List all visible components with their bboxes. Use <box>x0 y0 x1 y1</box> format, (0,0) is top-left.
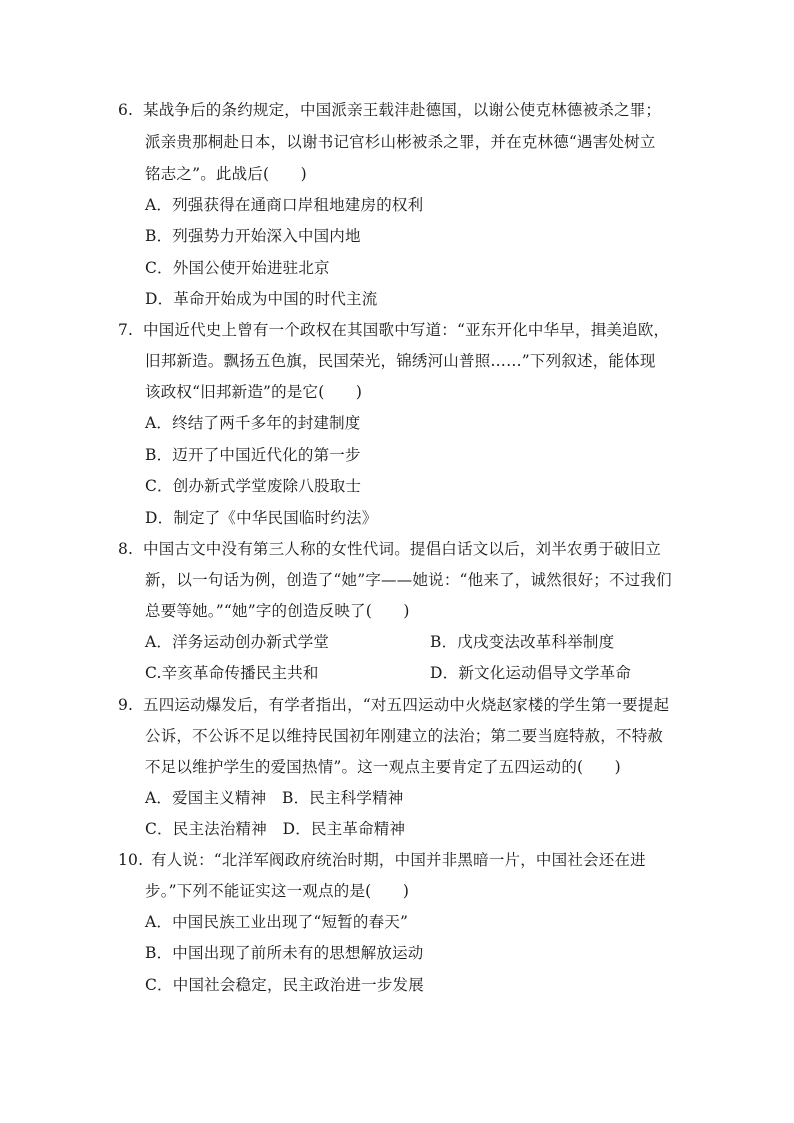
question-9-stem-line-2: 公诉，不公诉不足以维持民国初年刚建立的法治；第二要当庭特赦，不特赦 <box>145 727 664 745</box>
question-9-stem-line-3: 不足以维护学生的爱国热情”。这一观点主要肯定了五四运动的( ) <box>145 758 621 776</box>
question-8-stem-line-1: 中国古文中没有第三人称的女性代词。提倡白话文以后，刘半农勇于破旧立 <box>143 540 662 558</box>
question-7-stem-line-1: 中国近代史上曾有一个政权在其国歌中写道：“亚东开化中华早，揖美追欧， <box>143 321 670 339</box>
question-10-stem-line-1: 有人说：“北洋军阀政府统治时期，中国并非黑暗一片，中国社会还在进 <box>151 851 646 869</box>
question-6-stem-line-3: 铭志之”。此战后( ) <box>145 165 307 183</box>
question-8-option-d: D．新文化运动倡导文学革命 <box>430 664 632 682</box>
question-7-stem-line-2: 旧邦新造。飘扬五色旗，民国荣光，锦绣河山普照……”下列叙述，能体现 <box>145 352 656 370</box>
question-9-number: 9. <box>118 696 134 714</box>
question-6-option-a: A．列强获得在通商口岸租地建房的权利 <box>145 196 424 214</box>
question-10-stem-line-2: 步。”下列不能证实这一观点的是( ) <box>145 882 410 900</box>
question-9-options-row-1: A．爱国主义精神 B．民主科学精神 <box>145 789 404 807</box>
question-6-number: 6. <box>118 101 134 119</box>
question-7-option-b: B．迈开了中国近代化的第一步 <box>145 446 361 464</box>
question-7-option-c: C．创办新式学堂废除八股取士 <box>145 477 362 495</box>
question-6-option-d: D．革命开始成为中国的时代主流 <box>145 290 378 308</box>
question-8-option-b: B．戊戌变法改革科举制度 <box>430 633 615 651</box>
question-6-option-c: C．外国公使开始进驻北京 <box>145 259 330 277</box>
question-8-option-c: C.辛亥革命传播民主共和 <box>145 664 319 682</box>
question-9-options-row-2: C．民主法治精神 D．民主革命精神 <box>145 820 406 838</box>
question-7-option-a: A．终结了两千多年的封建制度 <box>145 414 361 432</box>
question-7-number: 7. <box>118 321 134 339</box>
question-10-option-b: B．中国出现了前所未有的思想解放运动 <box>145 944 424 962</box>
question-10-option-c: C．中国社会稳定，民主政治进一步发展 <box>145 976 424 994</box>
question-10-option-a: A．中国民族工业出现了“短暂的春天” <box>145 913 409 931</box>
question-7-stem-line-3: 该政权“旧邦新造”的是它( ) <box>145 383 363 401</box>
question-10-number: 10. <box>118 851 144 869</box>
question-8-number: 8. <box>118 540 134 558</box>
question-8-stem-line-2: 新，以一句话为例，创造了“她”字——她说：“他来了，诚然很好；不过我们 <box>145 571 672 589</box>
question-9-stem-line-1: 五四运动爆发后，有学者指出，“对五四运动中火烧赵家楼的学生第一要提起 <box>143 696 670 714</box>
question-6-option-b: B．列强势力开始深入中国内地 <box>145 227 361 245</box>
question-6-stem-line-2: 派亲贵那桐赴日本，以谢书记官杉山彬被杀之罪，并在克林德“遇害处树立 <box>145 133 656 151</box>
question-6-stem-line-1: 某战争后的条约规定，中国派亲王载沣赴德国，以谢公使克林德被杀之罪； <box>143 101 662 119</box>
question-8-option-a: A．洋务运动创办新式学堂 <box>145 633 330 651</box>
question-7-option-d: D．制定了《中华民国临时约法》 <box>145 509 378 527</box>
question-8-stem-line-3: 总要等她。”“她”字的创造反映了( ) <box>145 602 410 620</box>
